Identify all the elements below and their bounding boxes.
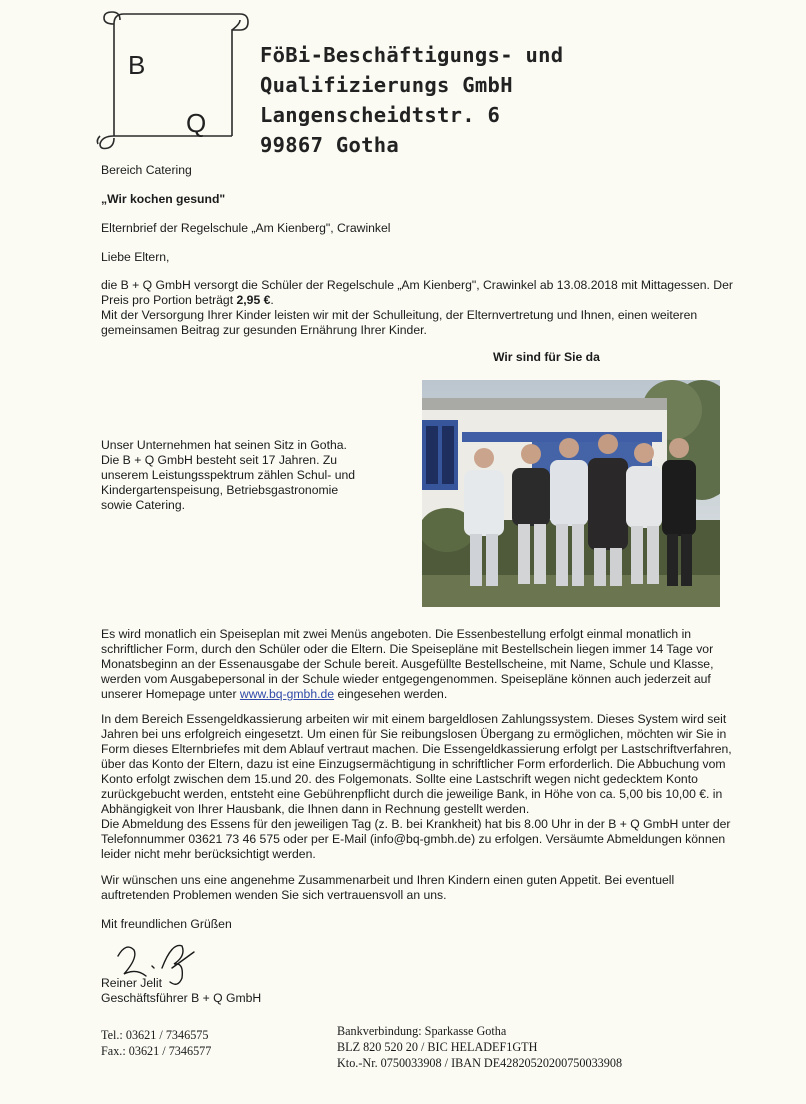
team-line-4: Kindergartenspeisung, Betriebsgastronomie (101, 483, 339, 497)
scroll-logo-icon (92, 10, 250, 150)
slogan: „Wir kochen gesund" (101, 192, 226, 206)
menu-line-1: Es wird monatlich ein Speiseplan mit zwei Menüs angeboten. Die Essenbestellung erfolgt einmal monatlich in (101, 627, 692, 641)
logo-letter-q: Q (186, 108, 207, 138)
payment-line-7: Abhängigkeit von Ihrer Hausbank, die Ihnen dann in Rechnung gestellt werden. (101, 802, 530, 816)
salutation: Liebe Eltern, (101, 250, 170, 264)
footer-fax: Fax.: 03621 / 7346577 (101, 1044, 212, 1058)
company-street: Langenscheidtstr. 6 (260, 103, 501, 127)
closing-line-2: auftretenden Problemen wenden Sie sich vertrauensvoll an uns. (101, 888, 447, 902)
footer-bank-codes: BLZ 820 520 20 / BIC HELADEF1GTH (337, 1040, 538, 1054)
menu-line-5-prefix: unserer Homepage unter (101, 687, 240, 701)
footer-bank-name: Bankverbindung: Sparkasse Gotha (337, 1024, 507, 1038)
menu-line-2: schriftlicher Form, durch den Schüler oder die Eltern. Die Speisepläne mit Bestellschein liegen immer 14 Tage vor (101, 642, 714, 656)
department-label: Bereich Catering (101, 163, 192, 177)
payment-line-4: über das Konto der Eltern, dazu ist eine Einzugsermächtigung in schriftlicher Form erforderlich. Die Abbuchung vom (101, 757, 726, 771)
payment-line-5: Konto erfolgt zwischen dem 15.und 20. des Folgemonats. Sollte eine Lastschrift wegen nicht gedecktem Konto (101, 772, 698, 786)
closing-greeting: Mit freundlichen Grüßen (101, 917, 232, 931)
logo-letter-b: B (128, 50, 146, 80)
intro-price-prefix: Preis pro Portion beträgt (101, 293, 237, 307)
signer-name: Reiner Jelit (101, 976, 162, 990)
menu-line-5-suffix: eingesehen werden. (334, 687, 448, 701)
payment-line-1: In dem Bereich Essengeldkassierung arbeiten wir mit einem bargeldlosen Zahlungssystem. Dieses System wird seit (101, 712, 727, 726)
intro-line-1: die B + Q GmbH versorgt die Schüler der Regelschule „Am Kienberg", Crawinkel ab 13.08.2018 mit Mittagessen. Der (101, 278, 733, 292)
payment-line-9: Telefonnummer 03621 73 46 575 oder per E-Mail (info@bq-gmbh.de) zu erfolgen. Versäumte Abmeldungen können (101, 832, 726, 846)
payment-line-2: Jahren bei uns erfolgreich eingesetzt. Um einen für Sie reibungslosen Übergang zu ermöglichen, möchten wir Sie in (101, 727, 727, 741)
footer-bank-account: Kto.-Nr. 0750033908 / IBAN DE42820520200750033908 (337, 1056, 623, 1070)
team-photo (422, 380, 720, 607)
letter-subject: Elternbrief der Regelschule „Am Kienberg", Crawinkel (101, 221, 391, 235)
team-line-3: unserem Leistungsspektrum zählen Schul- und (101, 468, 356, 482)
team-line-1: Unser Unternehmen hat seinen Sitz in Gotha. (101, 438, 347, 452)
payment-line-6: zurückgebucht werden, entsteht eine Gebührenpflicht durch die jeweilige Bank, in Höhe von ca. 5,00 bis 10,00 €. in (101, 787, 723, 801)
portion-price: 2,95 € (236, 293, 271, 307)
company-address-block (260, 40, 563, 160)
company-city: 99867 Gotha (260, 133, 400, 157)
closing-line-1: Wir wünschen uns eine angenehme Zusammenarbeit und Ihren Kindern einen guten Appetit. Bei eventuell (101, 873, 675, 887)
payment-line-8: Die Abmeldung des Essens für den jeweiligen Tag (z. B. bei Krankheit) hat bis 8.00 Uhr in der B + Q GmbH unter der (101, 817, 731, 831)
team-photo-image (422, 380, 720, 607)
team-line-5: sowie Catering. (101, 498, 185, 512)
payment-line-10: leider nicht mehr berücksichtigt werden. (101, 847, 316, 861)
payment-line-3: Form dieses Elternbriefes mit dem Ablauf vertraut machen. Die Essengeldkassierung erfolgt per Lastschriftverfahren, (101, 742, 732, 756)
menu-line-5 (101, 687, 447, 702)
intro-line-4: gemeinsamen Beitrag zur gesunden Ernährung Ihrer Kinder. (101, 323, 427, 337)
signer-title: Geschäftsführer B + Q GmbH (101, 991, 262, 1005)
homepage-link[interactable]: www.bq-gmbh.de (239, 687, 335, 701)
intro-line-3: Mit der Versorgung Ihrer Kinder leisten wir mit der Schulleitung, der Elternvertretung und Ihnen, einen weiteren (101, 308, 698, 322)
company-logo (92, 10, 250, 150)
team-line-2: Die B + Q GmbH besteht seit 17 Jahren. Zu (101, 453, 338, 467)
menu-line-4: werden vom Ausgabepersonal in der Schule wieder entgegengenommen. Speisepläne können auch jederzeit auf (101, 672, 711, 686)
company-name-line1: FöBi-Beschäftigungs- und (260, 43, 564, 67)
footer-phone: Tel.: 03621 / 7346575 (101, 1028, 209, 1042)
intro-price-suffix: . (270, 293, 274, 307)
menu-line-3: Monatsbeginn an der Essenausgabe der Schule bereit. Ausgefüllte Bestellscheine, mit Name, Schule und Klasse, (101, 657, 714, 671)
team-heading: Wir sind für Sie da (493, 350, 600, 364)
company-name-line2: Qualifizierungs GmbH (260, 73, 513, 97)
intro-line-2 (101, 293, 274, 308)
